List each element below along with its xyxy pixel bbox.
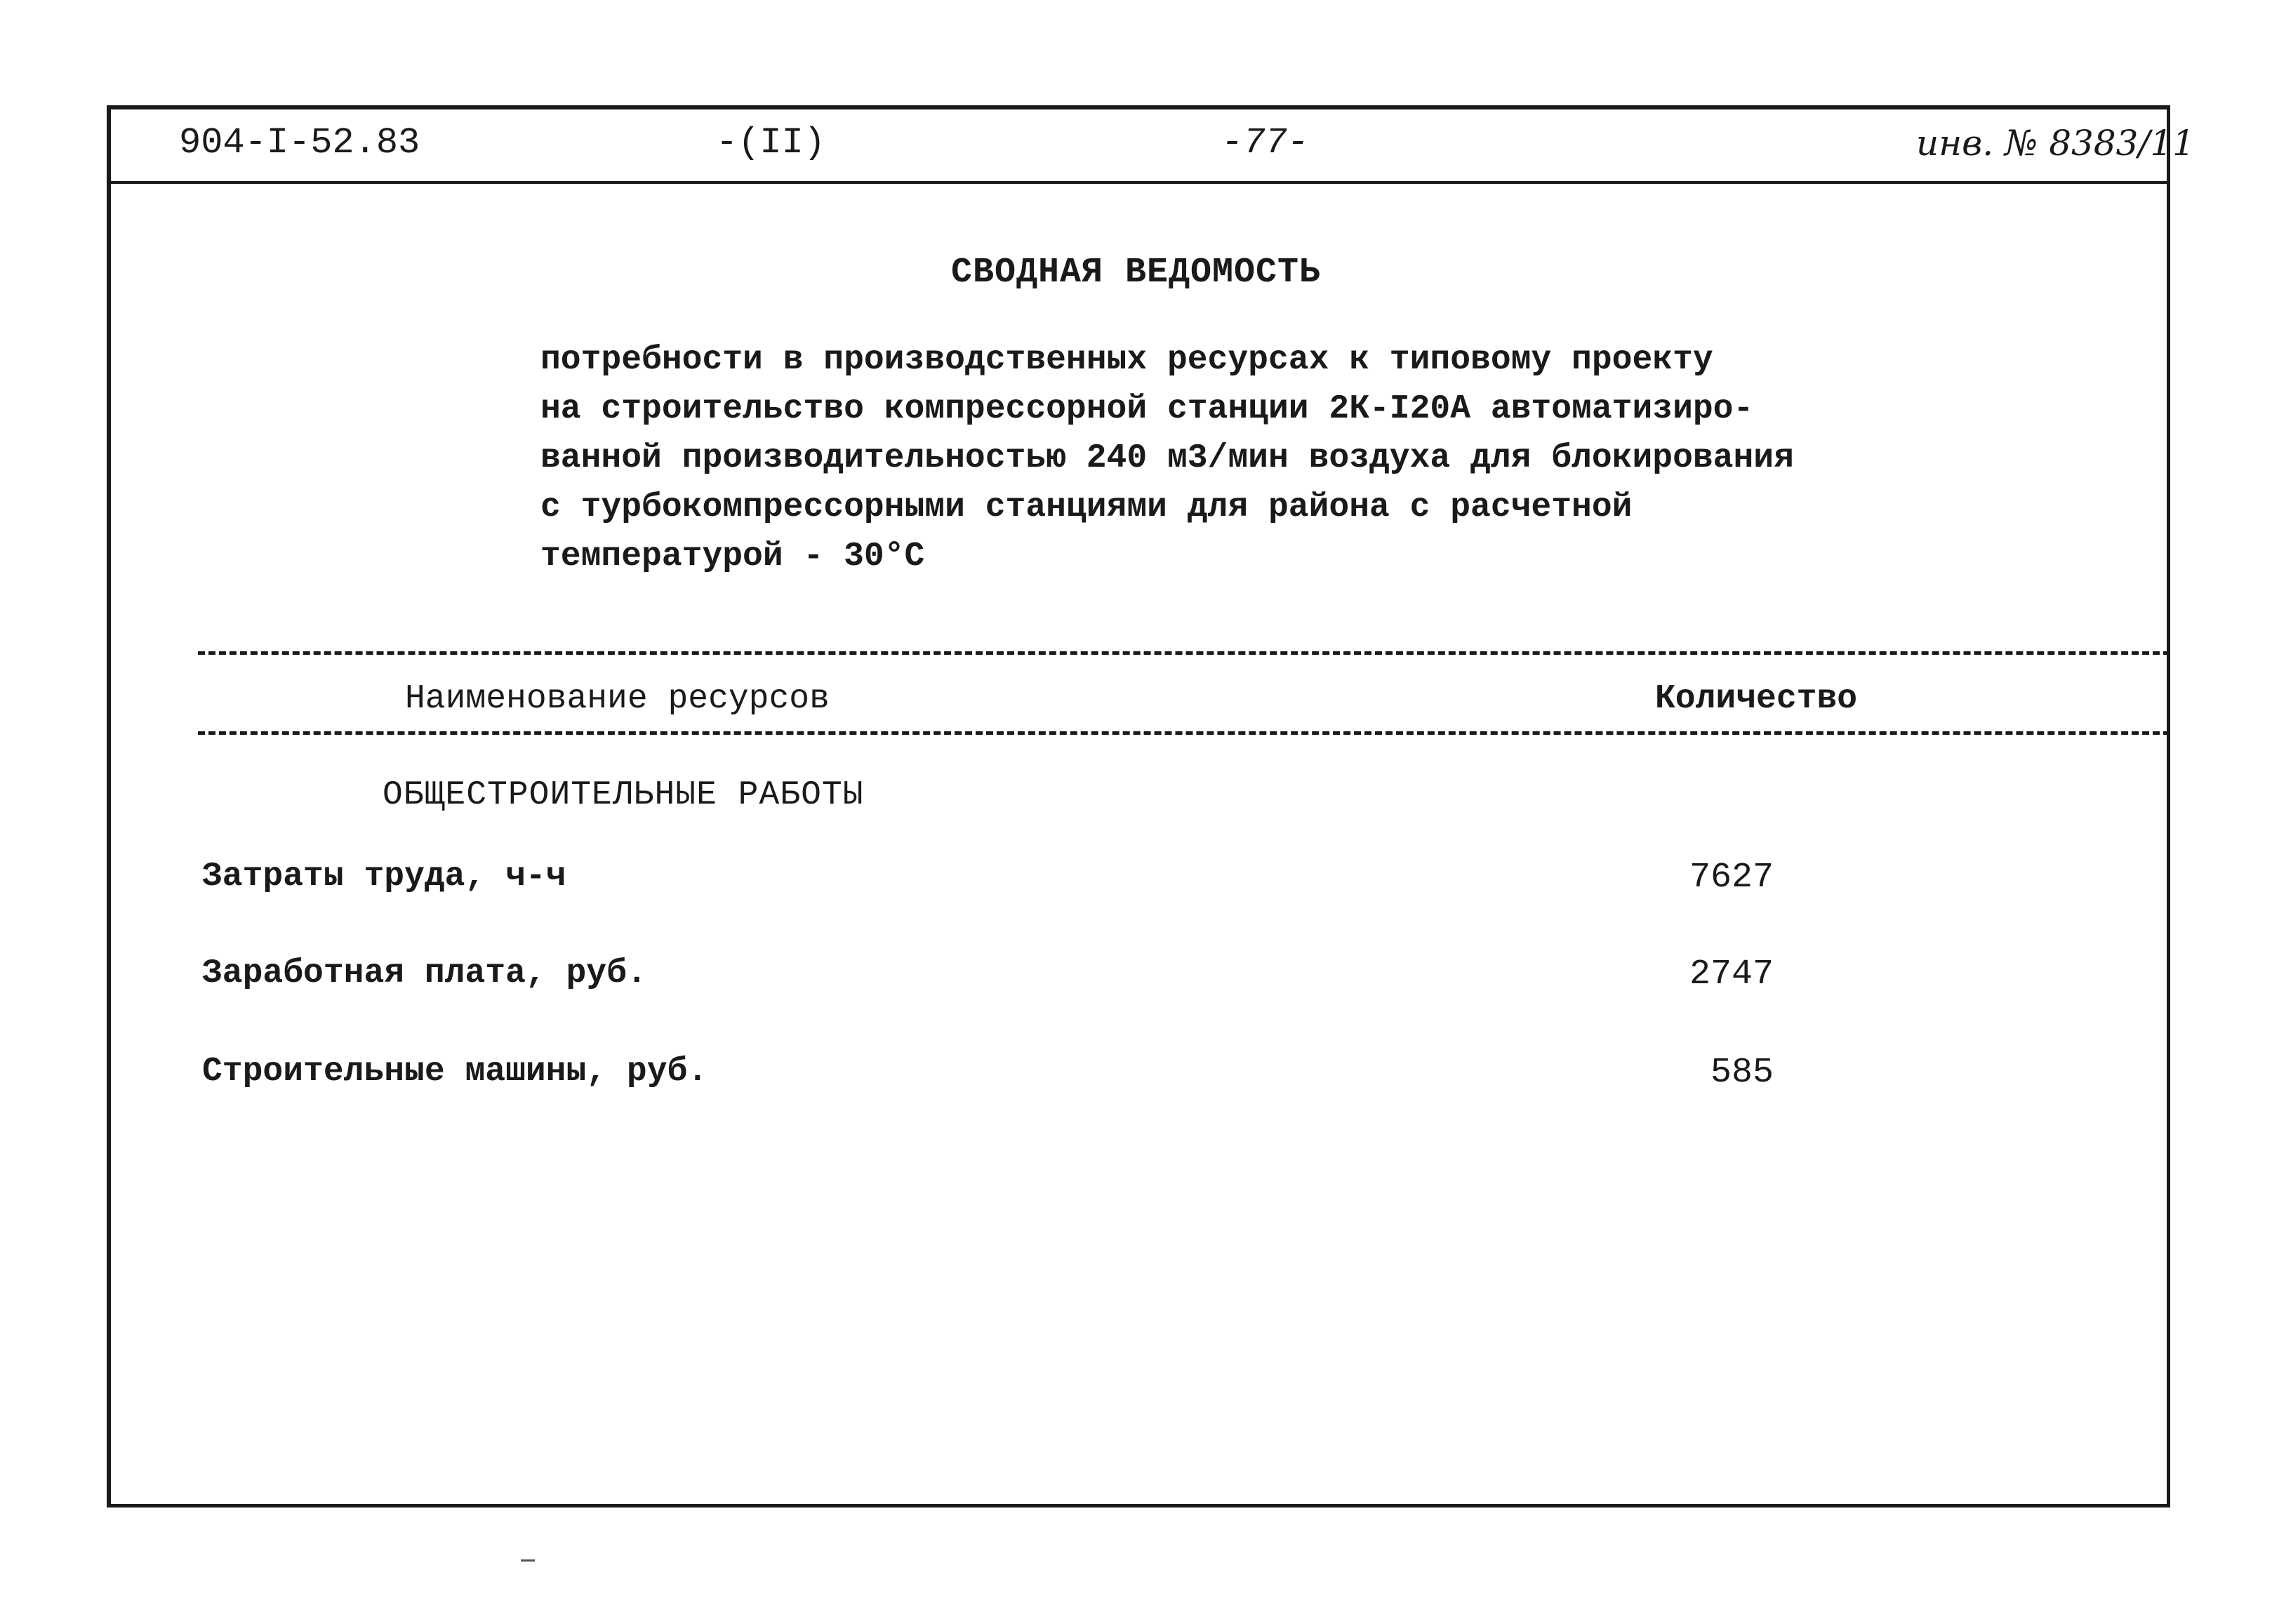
row-label: Затраты труда, ч-ч [202, 858, 566, 896]
table-top-rule [198, 651, 2170, 655]
page-number: -77- [1221, 122, 1309, 164]
document-code: 904-I-52.83 [179, 122, 420, 164]
subtitle-line: ванной производительностью 240 м3/мин воздуха для блокирования [540, 439, 1794, 477]
column-header-quantity: Количество [1655, 680, 1858, 718]
subtitle-line: с турбокомпрессорными станциями для района с расчетной [540, 488, 1633, 526]
subtitle-line: температурой - 30°С [540, 538, 925, 575]
subtitle-line: потребности в производственных ресурсах к типовому проекту [540, 341, 1713, 379]
column-header-name: Наименование ресурсов [405, 680, 830, 718]
document-part: -(II) [716, 122, 826, 164]
document-title: СВОДНАЯ ВЕДОМОСТЬ [950, 253, 1322, 293]
row-label: Заработная плата, руб. [202, 954, 647, 992]
section-heading: ОБЩЕСТРОИТЕЛЬНЫЕ РАБОТЫ [383, 776, 864, 814]
stray-mark [521, 1559, 535, 1562]
row-value: 2747 [1689, 954, 1774, 994]
row-label: Строительные машины, руб. [202, 1053, 708, 1091]
inventory-number: инв. № 8383/11 [1916, 123, 2195, 164]
document-subtitle [540, 335, 1794, 581]
row-value: 7627 [1689, 858, 1774, 898]
subtitle-line: на строительство компрессорной станции 2К-I20А автоматизиро- [540, 390, 1754, 428]
header-divider [107, 181, 2170, 184]
row-value: 585 [1710, 1053, 1774, 1093]
table-header-rule [198, 731, 2170, 735]
